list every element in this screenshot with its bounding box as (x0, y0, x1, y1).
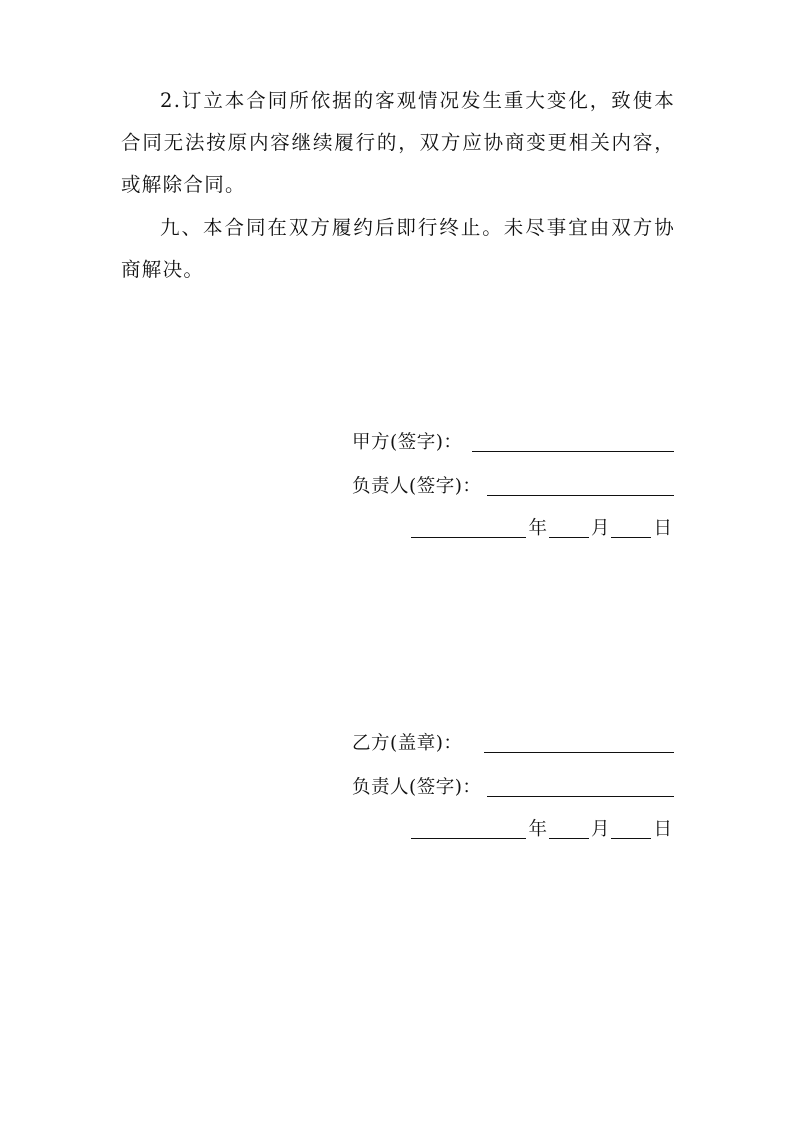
party-b-rep-label: 负责人(签字)： (352, 777, 482, 798)
party-a-sign-row (352, 425, 674, 455)
party-b-rep-row (352, 770, 674, 800)
party-b-seal-line[interactable] (484, 730, 674, 753)
party-a-rep-row (352, 469, 674, 499)
party-b-date-row (352, 812, 674, 842)
party-a-year-label: 年 (528, 518, 547, 539)
party-a-signature-line[interactable] (472, 429, 674, 452)
party-a-month-line[interactable] (549, 515, 589, 538)
party-a-rep-signature-line[interactable] (487, 473, 674, 496)
party-b-year-label: 年 (528, 819, 547, 840)
party-b-sign-row (352, 726, 674, 756)
party-a-date-row (352, 511, 674, 541)
party-a-rep-label: 负责人(签字)： (352, 476, 482, 497)
party-a-year-line[interactable] (411, 515, 526, 538)
party-b-month-label: 月 (590, 819, 610, 840)
party-b-rep-signature-line[interactable] (487, 774, 674, 797)
party-a-label: 甲方(签字)： (352, 432, 463, 453)
party-b-day-label: 日 (653, 819, 672, 840)
party-b-label: 乙方(盖章)： (352, 733, 463, 754)
party-b-year-line[interactable] (411, 816, 526, 839)
clause-paragraph-2: 2.订立本合同所依据的客观情况发生重大变化，致使本合同无法按原内容继续履行的，双方应协商变更相关内容，或解除合同。 (121, 89, 675, 196)
party-b-day-line[interactable] (611, 816, 651, 839)
clause-paragraph-9: 九、本合同在双方履约后即行终止。未尽事宜由双方协商解决。 (121, 216, 675, 281)
party-a-day-line[interactable] (611, 515, 651, 538)
party-b-month-line[interactable] (549, 816, 589, 839)
party-a-day-label: 日 (653, 518, 672, 539)
party-a-month-label: 月 (590, 518, 610, 539)
